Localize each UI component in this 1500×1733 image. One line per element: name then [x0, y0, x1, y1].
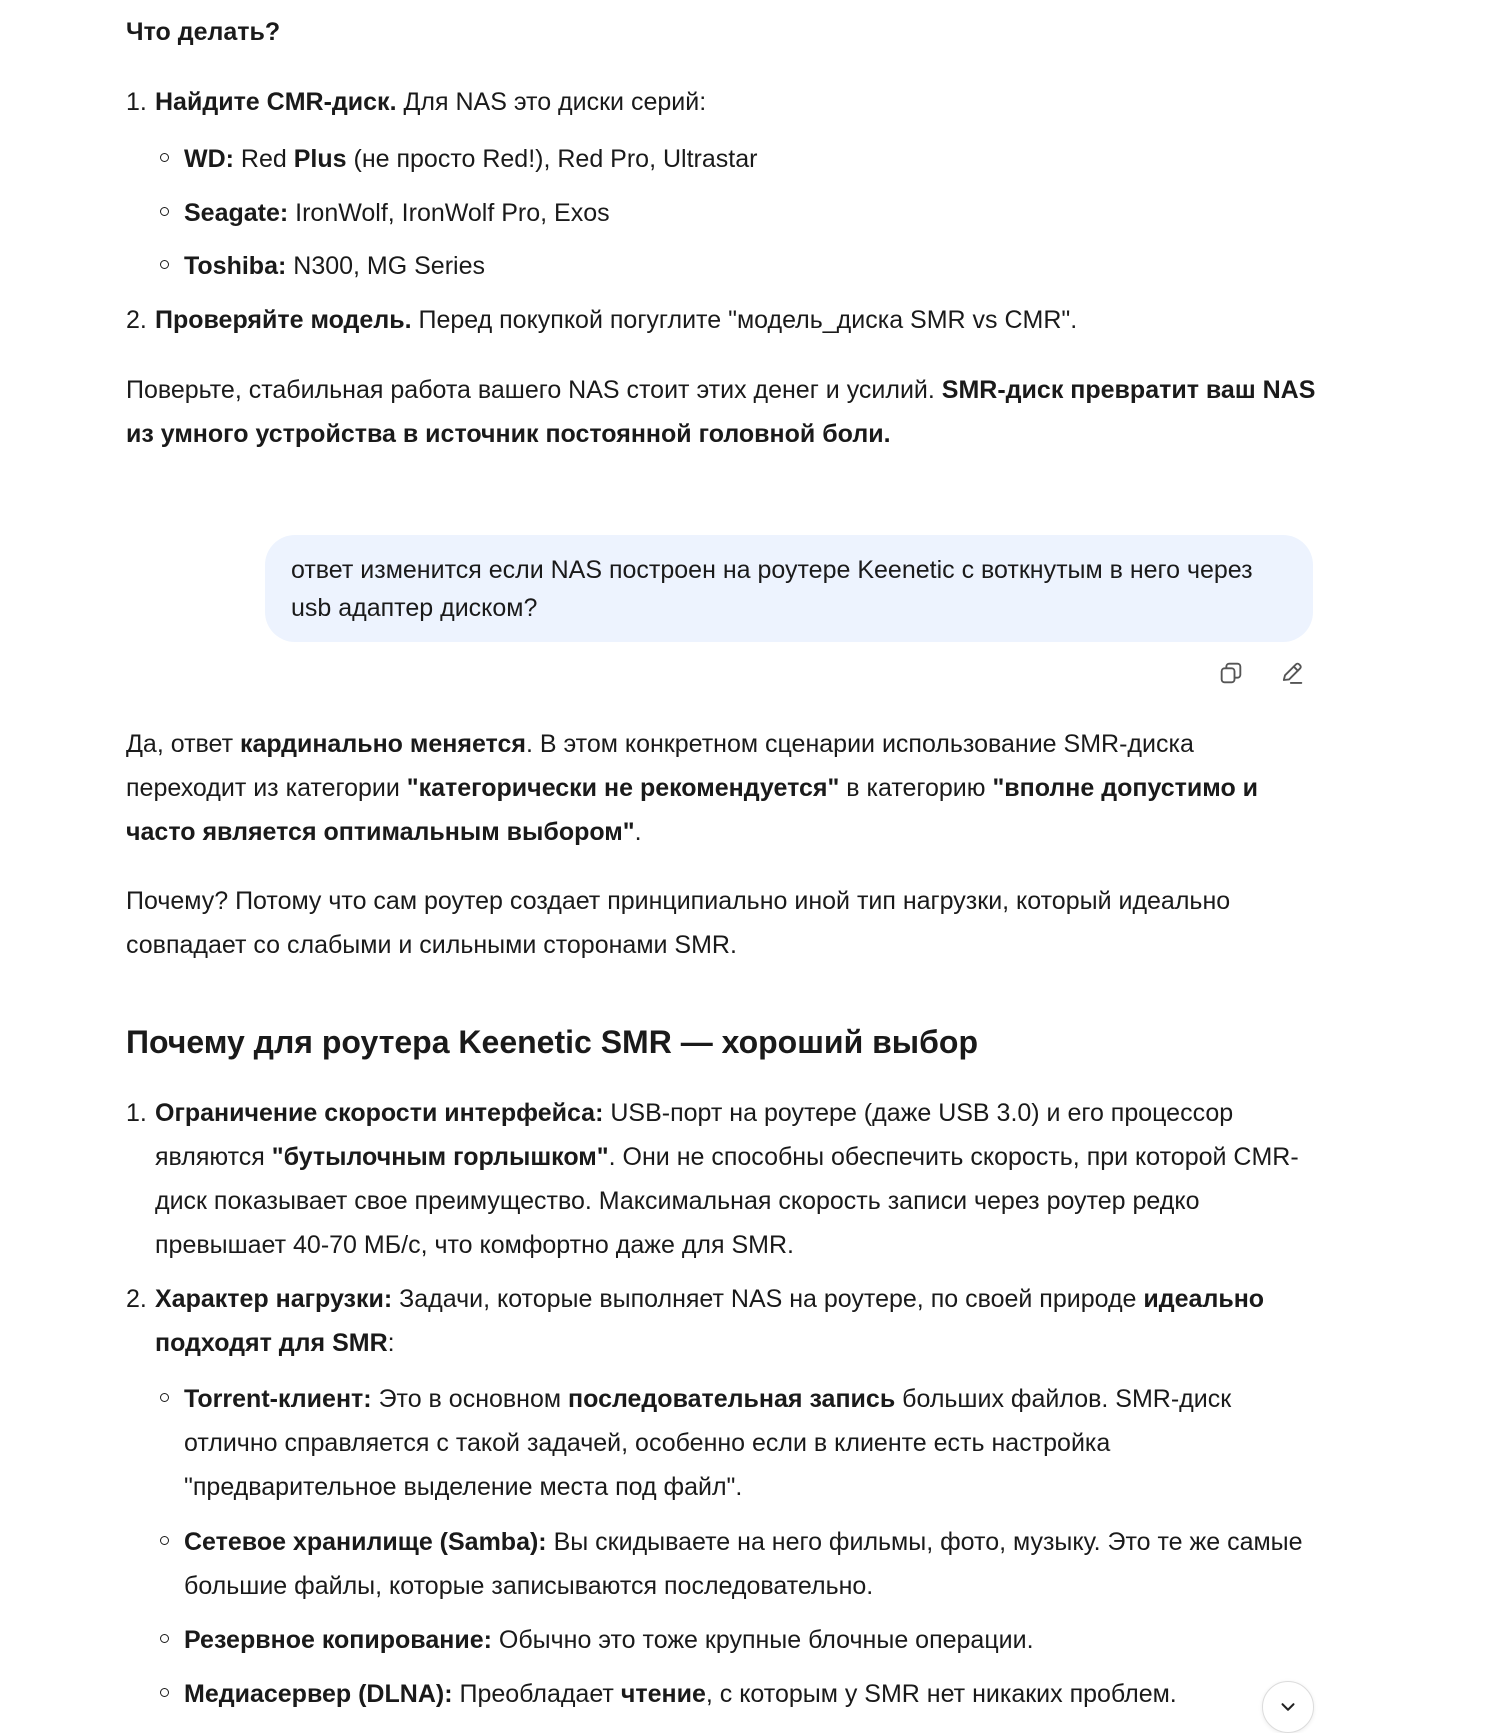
sub-item-text: Red — [233, 145, 294, 173]
user-message-bubble — [265, 535, 1313, 642]
chevron-down-icon — [1277, 1696, 1299, 1718]
paragraph-text: . В этом конкретном сценарии использование SMR-диска переходит из категории — [126, 730, 1194, 802]
sub-item-strong: Toshiba: — [184, 252, 287, 280]
scroll-down-button[interactable] — [1262, 1681, 1314, 1733]
list-item-text: : — [387, 1329, 395, 1357]
edit-icon — [1278, 659, 1306, 687]
paragraph-strong: SMR-диск превратит ваш NAS из умного устройства в источник постоянной головной боли. — [126, 376, 1316, 448]
sub-item-text: Обычно это тоже крупные блочные операции. — [491, 1626, 1034, 1654]
bullet-icon — [160, 1634, 169, 1643]
list-item — [126, 1091, 1316, 1267]
bullet-icon — [160, 1688, 169, 1697]
bullet-icon — [160, 1536, 169, 1545]
paragraph-text: в категорию — [839, 774, 993, 802]
copy-icon — [1217, 659, 1245, 687]
edit-button[interactable] — [1274, 655, 1310, 691]
paragraph — [126, 368, 1316, 456]
list-item-text: Перед покупкой погуглите "модель_диска SMR vs CMR". — [411, 306, 1078, 334]
sub-item-strong: Резервное копирование: — [184, 1626, 492, 1654]
list-item — [126, 1277, 1316, 1365]
list-item-text: USB-порт на роутере (даже USB 3.0) и его процессор являются — [155, 1099, 1234, 1171]
sub-item-text: Вы скидываете на него фильмы, фото, музыку. Это те же самые большие файлы, которые записываются последовательно. — [184, 1528, 1303, 1600]
sub-item-strong: Plus — [293, 145, 347, 173]
list-number: 1. — [126, 1099, 147, 1127]
section-heading: Почему для роутера Keenetic SMR — хороший выбор — [126, 1024, 978, 1060]
sub-item-text: IronWolf, IronWolf Pro, Exos — [288, 199, 610, 227]
sub-item-strong: Сетевое хранилище (Samba): — [184, 1528, 547, 1556]
list-number: 1. — [126, 88, 147, 116]
bullet-icon — [160, 207, 169, 216]
user-message-text: ответ изменится если NAS построен на роутере Keenetic с воткнутым в него через usb адаптер диском? — [291, 556, 1253, 622]
list-item-text: Для NAS это диски серий: — [396, 88, 707, 116]
paragraph-text: Поверьте, стабильная работа вашего NAS стоит этих денег и усилий. — [126, 376, 942, 404]
sub-list-item — [155, 1672, 1315, 1716]
sub-list-item — [155, 1377, 1315, 1509]
sub-list-item — [155, 1520, 1315, 1608]
list-item-text: Задачи, которые выполняет NAS на роутере, по своей природе — [392, 1285, 1144, 1313]
paragraph-strong: кардинально меняется — [240, 730, 526, 758]
bullet-icon — [160, 153, 169, 162]
bullet-icon — [160, 260, 169, 269]
list-item-strong: идеально подходят для SMR — [155, 1285, 1265, 1357]
sub-item-text: N300, MG Series — [286, 252, 485, 280]
sub-item-strong: Torrent-клиент: — [184, 1385, 372, 1413]
paragraph-text: Почему? Потому что сам роутер создает принципиально иной тип нагрузки, который идеально совпадает со слабыми и сильными сторонами SMR. — [126, 887, 1231, 959]
paragraph — [126, 879, 1316, 967]
section-heading: Что делать? — [126, 18, 281, 46]
paragraph-strong: "категорически не рекомендуется" — [406, 774, 840, 802]
list-item — [126, 298, 1316, 342]
sub-list-item — [155, 1618, 1315, 1662]
sub-item-strong: Seagate: — [184, 199, 289, 227]
sub-item-strong: последовательная запись — [568, 1385, 896, 1413]
paragraph — [126, 722, 1316, 854]
sub-item-text: больших файлов. SMR-диск отлично справляется с такой задачей, особенно если в клиенте есть настройка "предварительное выделение места под файл". — [184, 1385, 1232, 1501]
list-item-strong: Ограничение скорости интерфейса: — [155, 1099, 604, 1127]
list-item-strong: "бутылочным горлышком" — [271, 1143, 609, 1171]
sub-item-strong: WD: — [184, 145, 234, 173]
sub-list-item — [155, 137, 1315, 181]
sub-item-strong: чтение — [620, 1680, 706, 1708]
list-item-strong: Характер нагрузки: — [155, 1285, 393, 1313]
list-number: 2. — [126, 306, 147, 334]
sub-list-item — [155, 191, 1315, 235]
paragraph-text: Да, ответ — [126, 730, 241, 758]
list-item-text: . Они не способны обеспечить скорость, при которой CMR-диск показывает свое преимущество. Максимальная скорость записи через роутер редко превышает 40-70 МБ/с, что комфортно даже для SMR. — [155, 1143, 1299, 1259]
paragraph-text: . — [634, 818, 642, 846]
sub-item-text: Это в основном — [371, 1385, 569, 1413]
sub-item-text: , с которым у SMR нет никаких проблем. — [705, 1680, 1177, 1708]
list-item-strong: Проверяйте модель. — [155, 306, 412, 334]
bullet-icon — [160, 1393, 169, 1402]
list-item-strong: Найдите CMR-диск. — [155, 88, 397, 116]
sub-item-strong: Медиасервер (DLNA): — [184, 1680, 453, 1708]
list-number: 2. — [126, 1285, 147, 1313]
list-item — [126, 80, 1316, 124]
sub-item-text: Преобладает — [452, 1680, 621, 1708]
paragraph-strong: "вполне допустимо и часто является оптимальным выбором" — [126, 774, 1259, 846]
copy-button[interactable] — [1213, 655, 1249, 691]
sub-item-text: (не просто Red!), Red Pro, Ultrastar — [346, 145, 758, 173]
sub-list-item — [155, 244, 1315, 288]
